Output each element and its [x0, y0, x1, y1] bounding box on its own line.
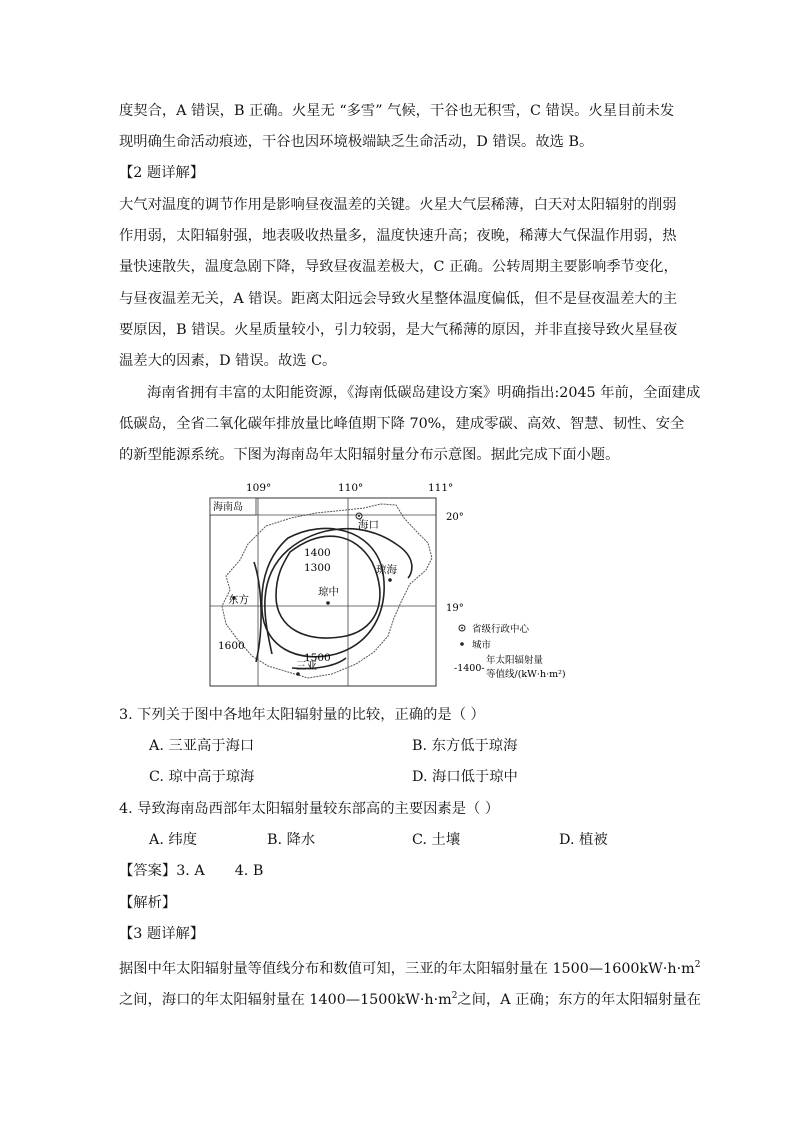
p2-line5: 要原因，B 错误。火星质量较小，引力较弱，是大气稀薄的原因，并非直接导致火星昼夜 — [119, 322, 678, 338]
iso-1300-label: 1300 — [304, 562, 331, 574]
p4-line1-superscript: 2 — [694, 960, 701, 970]
p3-line1: 海南省拥有丰富的太阳能资源，《海南低碳岛建设方案》明确指出:2045 年前，全面建成 — [147, 385, 701, 401]
section-heading-q2: 【2 题详解】 — [119, 165, 205, 181]
q4-option-d: D. 植被 — [559, 832, 608, 848]
p2-line1: 大气对温度的调节作用是影响昼夜温差的关键。火星大气层稀薄，白天对太阳辐射的削弱 — [119, 197, 677, 213]
legend-city-label: 城市 — [472, 640, 492, 651]
qionghai-marker — [388, 578, 392, 582]
q4-option-c: C. 土壤 — [412, 832, 461, 848]
legend-capital-label: 省级行政中心 — [472, 624, 530, 635]
q4-stem: 4. 导致海南岛西部年太阳辐射量较东部高的主要因素是（ ） — [119, 801, 500, 817]
p1-line1: 度契合，A 错误，B 正确。火星无 “多雪” 气候，干谷也无积雪，C 错误。火星目前未发 — [119, 103, 675, 119]
lon-111-label: 111° — [428, 482, 454, 494]
legend-isoline-label-2: 等值线/(kW·h·m²) — [486, 669, 566, 680]
sanya-marker — [296, 672, 300, 676]
analysis-heading: 【解析】 — [119, 895, 177, 911]
q3-option-a: A. 三亚高于海口 — [149, 738, 255, 754]
section-heading-q3: 【3 题详解】 — [119, 926, 205, 942]
p1-line2: 现明确生命活动痕迹，干谷也因环境极端缺乏生命活动，D 错误。故选 B。 — [119, 134, 594, 150]
p3-line2: 低碳岛，全省二氧化碳年排放量比峰值期下降 70%，建成零碳、高效、智慧、韧性、安全 — [119, 416, 685, 432]
legend-isoline-label-1: 年太阳辐射量 — [486, 655, 544, 666]
sanya-label: 三亚 — [296, 660, 317, 672]
q3-option-d: D. 海口低于琼中 — [412, 769, 518, 785]
qionghai-label: 琼海 — [376, 564, 397, 576]
qiongzhong-label: 琼中 — [318, 586, 339, 598]
lon-109-label: 109° — [246, 482, 272, 494]
iso-1600-label: 1600 — [218, 640, 245, 652]
iso-1400-label: 1400 — [304, 547, 331, 559]
q3-option-b: B. 东方低于琼海 — [412, 738, 518, 754]
answer-q3: 3. A — [176, 863, 205, 879]
map-svg — [196, 478, 596, 690]
iso-1500-label: 1500 — [304, 652, 331, 664]
isoline-1500-west — [254, 562, 261, 662]
p2-line3: 量快速散失，温度急剧下降，导致昼夜温差极大，C 正确。公转周期主要影响季节变化， — [119, 259, 678, 275]
q4-option-b: B. 降水 — [267, 832, 316, 848]
p3-line3: 的新型能源系统。下图为海南岛年太阳辐射量分布示意图。据此完成下面小题。 — [119, 447, 620, 463]
dongfang-label: 东方 — [228, 594, 249, 606]
p4-line2: 之间，海口的年太阳辐射量在 $1400—1500kW\cdot h\cdot m^2$之间，A 正确；东方的年太阳辐射量在 — [119, 991, 702, 1008]
qiongzhong-marker — [326, 601, 330, 605]
p4-line1: 据图中年太阳辐射量等值线分布和数值可知，三亚的年太阳辐射量在 $1500—1600kW\cdot h\cdot m^2$ — [119, 960, 701, 977]
lon-110-label: 110° — [338, 482, 364, 494]
p2-line2: 作用弱，太阳辐射强，地表吸收热量多，温度快速升高；夜晚，稀薄大气保温作用弱，热 — [119, 228, 677, 244]
lat-20-label: 20° — [446, 512, 464, 523]
q4-option-a: A. 纬度 — [149, 832, 198, 848]
answer-label: 【答案】 — [119, 863, 177, 879]
lat-19-label: 19° — [446, 603, 464, 614]
haikou-marker-dot — [358, 515, 360, 517]
hainan-solar-map — [196, 478, 596, 690]
p4-line2-superscript: 2 — [451, 991, 458, 1001]
legend-city-icon — [460, 642, 464, 646]
answer-q4: 4. B — [234, 863, 264, 879]
haikou-label: 海口 — [358, 519, 379, 531]
answer-line — [119, 861, 263, 881]
map-title: 海南岛 — [213, 502, 243, 513]
q3-option-c: C. 琼中高于琼海 — [149, 769, 255, 785]
p2-line6: 温差大的因素，D 错误。故选 C。 — [119, 353, 337, 369]
legend-isoline-value: -1400- — [454, 663, 485, 674]
q3-stem: 3. 下列关于图中各地年太阳辐射量的比较，正确的是（ ） — [119, 707, 485, 723]
p2-line4: 与昼夜温差无关，A 错误。距离太阳远会导致火星整体温度偏低，但不是昼夜温差大的主 — [119, 291, 678, 307]
